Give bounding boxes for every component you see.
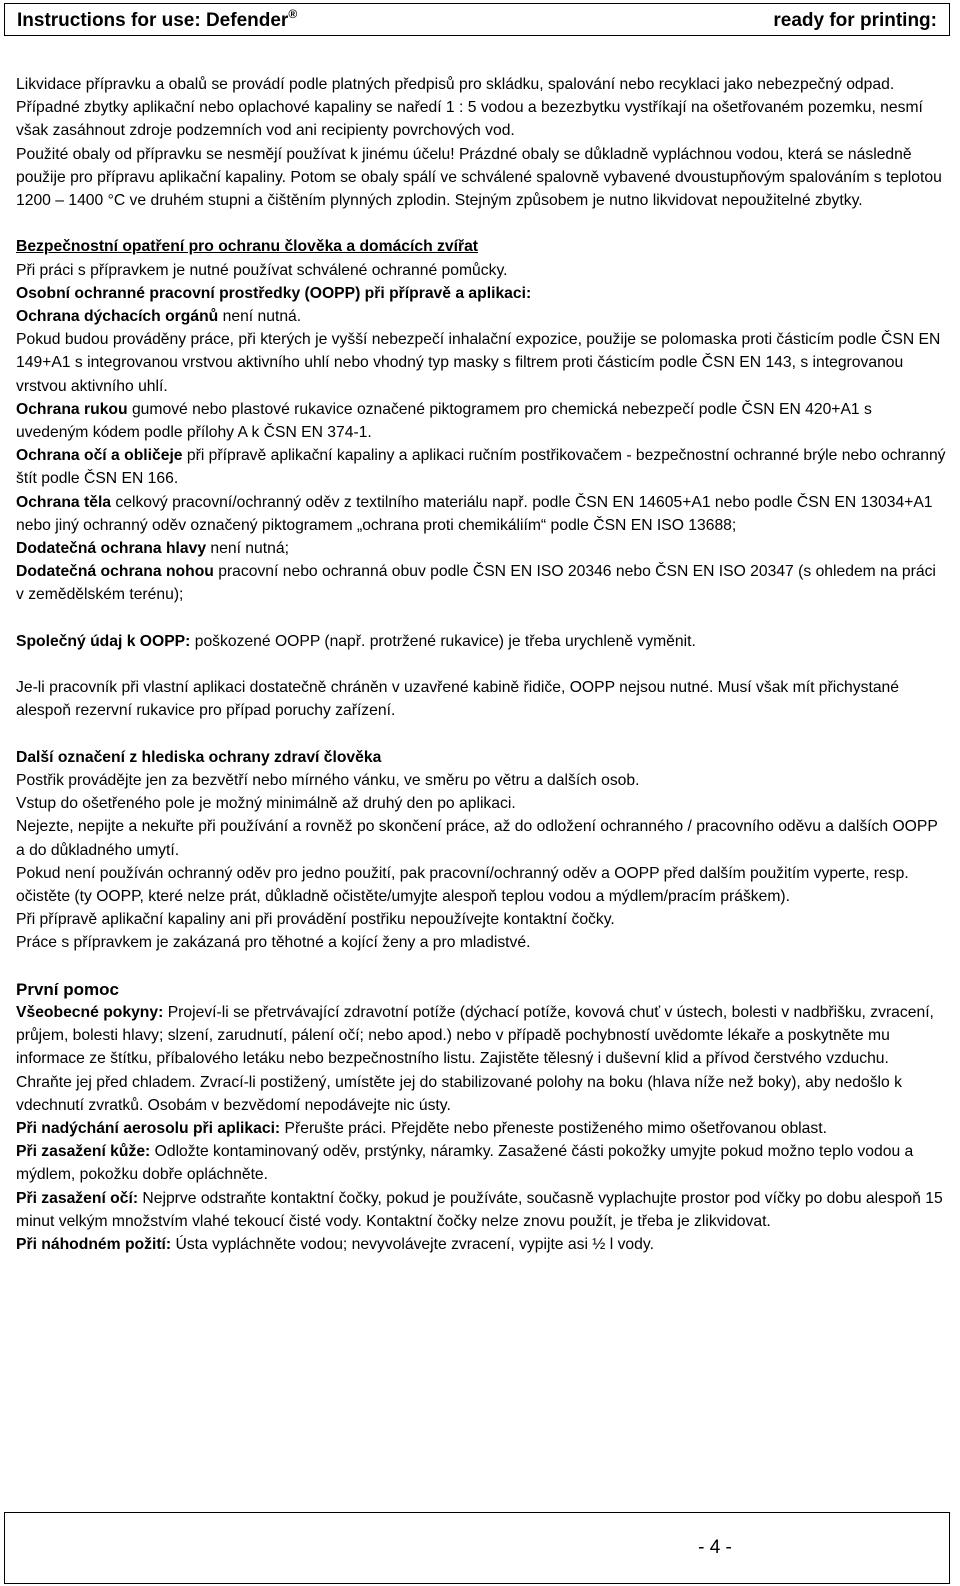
- disposal-paragraph-2: Případné zbytky aplikační nebo oplachové kapaliny se naředí 1 : 5 vodou a bezezbytku vystříkají na ošetřovaném pozemku, nesmí však zasáhnout zdroje podzemních vod ani recipienty povrchových vod.: [16, 99, 923, 140]
- disposal-paragraph-1: Likvidace přípravku a obalů se provádí podle platných předpisů pro skládku, spalování nebo recyklaci jako nebezpečný odpad.: [16, 76, 895, 93]
- safety-intro: Při práci s přípravkem je nutné používat schválené ochranné pomůcky.: [16, 261, 508, 279]
- oopp-heading: Osobní ochranné pracovní prostředky (OOPP) při přípravě a aplikaci:: [16, 284, 532, 302]
- body-protection: Ochrana těla celkový pracovní/ochranný oděv z textilního materiálu např. podle ČSN EN 14605+A1 nebo podle ČSN EN 13034+A1 nebo jiný ochranný oděv označený piktogramem „ochrana proti chemikáliím“ podle ČSN EN ISO 13688;: [16, 493, 933, 534]
- disposal-paragraph-3: Použité obaly od přípravku se nesmějí používat k jinému účelu! Prázdné obaly se důkladně vypláchnou vodou, která se následně použije pro přípravu aplikační kapaliny. Potom se obaly spálí ve schválené spalovně vybavené dvoustupňovým spalováním s teplotou 1200 – 1400 °C ve druhém stupni a čištěním plynných zplodin. Stejným způsobem je nutno likvidovat nepoužitelné zbytky.: [16, 145, 942, 210]
- cabin-note: Je-li pracovník při vlastní aplikaci dostatečně chráněn v uzavřené kabině řidiče, OOPP nejsou nutné. Musí však mít přichystané alespoň rezervní rukavice pro případ poruchy zařízení.: [16, 679, 900, 720]
- document-body: [16, 73, 946, 1256]
- health-line: Pokud není používán ochranný oděv pro jedno použití, pak pracovní/ochranný oděv a OOPP před dalším použitím vyperte, resp. očistěte (ty OOPP, které nelze prát, důkladně očistěte/umyjte alespoň teplou vodou a mýdlem/pracím práškem).: [16, 864, 909, 906]
- hand-protection: Ochrana rukou gumové nebo plastové rukavice označené piktogramem pro chemická nebezpečí podle ČSN EN 420+A1 s uvedeným kódem podle přílohy A k ČSN EN 374-1.: [16, 400, 872, 442]
- foot-protection: Dodatečná ochrana nohou pracovní nebo ochranná obuv podle ČSN EN ISO 20346 nebo ČSN EN ISO 20347 (s ohledem na práci v zemědělském terénu);: [16, 563, 936, 604]
- first-aid-ingestion: Při náhodném požití: Ústa vypláchněte vodou; nevyvolávejte zvracení, vypijte asi ½ l vody.: [16, 1236, 654, 1254]
- respiratory-extra: Pokud budou prováděny práce, při kterých je vyšší nebezpečí inhalační expozice, použije se polomaska proti částicím podle ČSN EN 149+A1 s integrovanou vrstvou aktivního uhlí nebo vhodný typ masky s filtrem proti částicím podle ČSN EN 143, s integrovanou vrstvou aktivního uhlí.: [16, 331, 941, 395]
- first-aid-inhalation: Při nadýchání aerosolu při aplikaci: Přerušte práci. Přejděte nebo přeneste postiženého mimo ošetřovanou oblast.: [16, 1120, 827, 1138]
- eye-face-protection: Ochrana očí a obličeje při přípravě aplikační kapaliny a aplikaci ručním postřikovačem - bezpečnostní ochranné brýle nebo ochranný štít podle ČSN EN 166.: [16, 447, 946, 488]
- page-number: - 4 -: [698, 1537, 732, 1558]
- first-aid-eyes: Při zasažení očí: Nejprve odstraňte kontaktní čočky, pokud je používáte, současně vyplachujte prostor pod víčky po dobu alespoň 15 minut velkým množstvím vlahé tekoucí čisté vody. Kontaktní čočky nelze znovu použít, je třeba je zlikvidovat.: [16, 1189, 943, 1230]
- safety-heading: Bezpečnostní opatření pro ochranu člověka a domácích zvířat: [16, 238, 479, 256]
- first-aid-heading: První pomoc: [16, 979, 119, 999]
- health-line: Vstup do ošetřeného pole je možný minimálně až druhý den po aplikaci.: [16, 795, 516, 813]
- health-heading: Další označení z hlediska ochrany zdraví člověka: [16, 748, 382, 766]
- health-line: Postřik provádějte jen za bezvětří nebo mírného vánku, ve směru po větru a dalších osob.: [16, 772, 640, 790]
- head-protection: Dodatečná ochrana hlavy není nutná;: [16, 540, 289, 558]
- page-header: [4, 3, 950, 36]
- first-aid-skin: Při zasažení kůže: Odložte kontaminovaný oděv, prstýnky, náramky. Zasažené části pokožky umyjte pokud možno teplo vodou a mýdlem, pokožku dobře opláchněte.: [16, 1143, 914, 1184]
- first-aid-general: Všeobecné pokyny: Projeví-li se přetrvávající zdravotní potíže (dýchací potíže, kovová chuť v ústech, bolesti v nadbřišku, zvracení, průjem, bolesti hlavy; slzení, zarudnutí, pálení očí; nebo apod.) nebo v případě pochybností uvědomte lékaře a poskytněte mu informace ze štítku, příbalového letáku nebo bezpečnostního listu. Zajistěte tělesný i duševní klid a přívod čerstvého vzduchu. Chraňte jej před chladem. Zvrací-li postižený, umístěte jej do stabilizované polohy na boku (hlava níže než boky), aby nedošlo k vdechnutí zvratků. Osobám v bezvědomí nepodávejte nic ústy.: [16, 1004, 934, 1114]
- health-line: Nejezte, nepijte a nekuřte při používání a rovněž po skončení práce, až do odložení ochranného / pracovního oděvu a dalších OOPP a do důkladného umytí.: [16, 818, 938, 859]
- health-line: Při přípravě aplikační kapaliny ani při provádění postřiku nepoužívejte kontaktní čočky.: [16, 911, 615, 929]
- registered-mark: ®: [288, 7, 298, 21]
- respiratory-protection: Ochrana dýchacích orgánů není nutná.: [16, 308, 302, 326]
- print-status: ready for printing:: [773, 10, 937, 31]
- health-line: Práce s přípravkem je zakázaná pro těhotné a kojící ženy a pro mladistvé.: [16, 934, 531, 952]
- common-oopp-note: Společný údaj k OOPP: poškozené OOPP (např. protržené rukavice) je třeba urychleně vyměnit.: [16, 632, 696, 650]
- document-title: Instructions for use: Defender®: [17, 7, 298, 31]
